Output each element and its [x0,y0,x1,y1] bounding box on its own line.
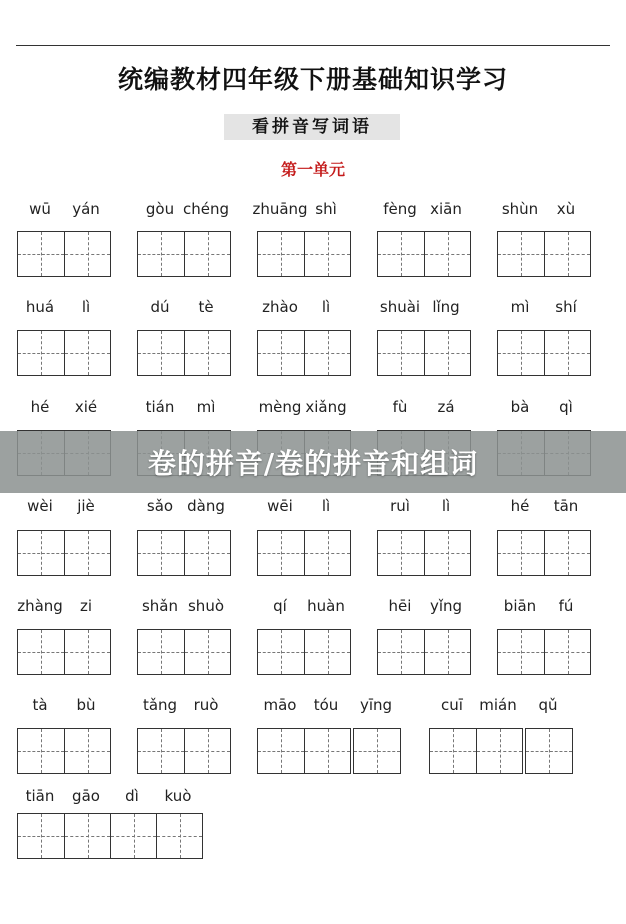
pinyin-syllable: shùn [501,200,539,218]
pinyin-syllable: mì [196,398,216,416]
writing-grid[interactable] [17,530,111,576]
writing-grid[interactable] [377,231,471,277]
writing-cell[interactable] [498,531,544,575]
pinyin-syllable: gòu [145,200,175,218]
pinyin-syllable: shì [315,200,337,218]
writing-cell[interactable] [64,630,110,674]
pinyin-syllable: fù [392,398,408,416]
writing-cell[interactable] [138,331,184,375]
writing-cell[interactable] [354,729,400,773]
pinyin-syllable: zhuāng [252,200,308,218]
pinyin-syllable: wū [29,200,51,218]
writing-cell[interactable] [64,729,110,773]
pinyin-syllable: zhàng [17,597,63,615]
pinyin-syllable: shuò [187,597,225,615]
pinyin-syllable: tóu [313,696,339,714]
writing-grid[interactable] [17,813,203,859]
pinyin-syllable: ruì [390,497,410,515]
pinyin-syllable: xiǎng [305,398,347,416]
writing-cell[interactable] [378,232,424,276]
writing-cell[interactable] [258,531,304,575]
pinyin-syllable: qí [273,597,287,615]
pinyin-syllable: mián [479,696,517,714]
writing-grid[interactable] [497,231,591,277]
pinyin-syllable: yīng [359,696,393,714]
writing-cell[interactable] [304,630,350,674]
pinyin-syllable: chéng [182,200,230,218]
pinyin-syllable: gāo [72,787,100,805]
writing-cell[interactable] [544,630,590,674]
writing-cell[interactable] [156,814,202,858]
writing-cell[interactable] [138,531,184,575]
writing-grid[interactable] [17,330,111,376]
writing-cell[interactable] [378,531,424,575]
writing-grid[interactable] [17,728,111,774]
writing-grid[interactable] [497,629,591,675]
pinyin-syllable: tiān [25,787,55,805]
writing-grid[interactable] [525,728,573,774]
writing-grid[interactable] [137,629,231,675]
pinyin-syllable: mèng [258,398,302,416]
writing-cell[interactable] [258,729,304,773]
writing-cell[interactable] [378,331,424,375]
writing-grid[interactable] [17,231,111,277]
pinyin-syllable: shǎn [141,597,179,615]
writing-cell[interactable] [424,232,470,276]
writing-cell[interactable] [424,630,470,674]
pinyin-syllable: fèng [383,200,417,218]
writing-cell[interactable] [498,232,544,276]
pinyin-syllable: yǐng [429,597,463,615]
unit-heading: 第一单元 [280,160,345,179]
writing-cell[interactable] [258,232,304,276]
writing-cell[interactable] [184,531,230,575]
pinyin-syllable: cuī [441,696,463,714]
writing-cell[interactable] [304,531,350,575]
writing-grid[interactable] [257,231,351,277]
pinyin-syllable: xù [556,200,576,218]
writing-cell[interactable] [258,630,304,674]
pinyin-syllable: shí [555,298,577,316]
pinyin-syllable: lì [441,497,451,515]
writing-cell[interactable] [544,232,590,276]
writing-cell[interactable] [64,232,110,276]
writing-cell[interactable] [498,630,544,674]
pinyin-syllable: kuò [164,787,192,805]
writing-cell[interactable] [64,814,110,858]
writing-grid[interactable] [257,330,351,376]
pinyin-syllable: yán [72,200,100,218]
pinyin-syllable: zi [79,597,93,615]
writing-cell[interactable] [304,729,350,773]
writing-cell[interactable] [544,331,590,375]
writing-cell[interactable] [304,232,350,276]
pinyin-syllable: lì [321,497,331,515]
writing-grid[interactable] [137,728,231,774]
writing-grid[interactable] [429,728,523,774]
pinyin-syllable: bù [76,696,96,714]
overlay-banner [0,431,626,493]
pinyin-syllable: tǎng [142,696,178,714]
pinyin-syllable: māo [263,696,297,714]
writing-cell[interactable] [184,630,230,674]
pinyin-syllable: huá [25,298,55,316]
pinyin-syllable: biān [503,597,537,615]
writing-cell[interactable] [526,729,572,773]
writing-grid[interactable] [353,728,401,774]
writing-grid[interactable] [17,629,111,675]
section-heading: 看拼音写词语 [224,114,400,140]
pinyin-syllable: qì [559,398,573,416]
pinyin-syllable: huàn [307,597,345,615]
writing-cell[interactable] [18,531,64,575]
writing-cell[interactable] [64,331,110,375]
writing-grid[interactable] [137,530,231,576]
pinyin-syllable: hēi [388,597,412,615]
writing-cell[interactable] [498,331,544,375]
writing-cell[interactable] [184,232,230,276]
banner-text: 卷的拼音/卷的拼音和组词 [147,447,479,480]
pinyin-syllable: xié [74,398,98,416]
pinyin-syllable: sǎo [146,497,174,515]
pinyin-syllable: bà [510,398,530,416]
writing-cell[interactable] [18,630,64,674]
writing-cell[interactable] [430,729,476,773]
writing-cell[interactable] [138,729,184,773]
document-title: 统编教材四年级下册基础知识学习 [117,65,508,94]
pinyin-syllable: lì [81,298,91,316]
pinyin-syllable: dì [125,787,139,805]
writing-cell[interactable] [378,630,424,674]
pinyin-syllable: shuài [379,298,421,316]
pinyin-syllable: xiān [430,200,462,218]
pinyin-syllable: wēi [267,497,293,515]
writing-cell[interactable] [476,729,522,773]
pinyin-syllable: jiè [77,497,95,515]
pinyin-syllable: hé [30,398,50,416]
writing-grid[interactable] [137,330,231,376]
writing-cell[interactable] [184,331,230,375]
pinyin-syllable: wèi [27,497,53,515]
writing-grid[interactable] [257,629,351,675]
pinyin-syllable: tà [32,696,48,714]
writing-cell[interactable] [64,531,110,575]
pinyin-syllable: zá [437,398,455,416]
pinyin-syllable: tān [553,497,579,515]
pinyin-syllable: tián [145,398,175,416]
pinyin-syllable: lǐng [432,298,460,316]
top-rule [16,45,610,46]
writing-cell[interactable] [424,531,470,575]
pinyin-syllable: fú [558,597,574,615]
writing-cell[interactable] [304,331,350,375]
writing-cell[interactable] [424,331,470,375]
pinyin-syllable: lì [321,298,331,316]
writing-cell[interactable] [18,814,64,858]
writing-grid[interactable] [137,231,231,277]
writing-grid[interactable] [257,728,351,774]
writing-cell[interactable] [18,232,64,276]
writing-grid[interactable] [377,330,471,376]
writing-grid[interactable] [497,530,591,576]
writing-cell[interactable] [110,814,156,858]
writing-grid[interactable] [377,629,471,675]
pinyin-syllable: tè [198,298,214,316]
writing-grid[interactable] [257,530,351,576]
writing-cell[interactable] [138,232,184,276]
pinyin-syllable: ruò [193,696,219,714]
pinyin-syllable: qǔ [538,696,558,714]
writing-cell[interactable] [258,331,304,375]
pinyin-syllable: dú [150,298,170,316]
writing-cell[interactable] [18,331,64,375]
writing-grid[interactable] [377,530,471,576]
writing-cell[interactable] [544,531,590,575]
writing-cell[interactable] [138,630,184,674]
writing-grid[interactable] [497,330,591,376]
pinyin-syllable: zhào [262,298,298,316]
writing-cell[interactable] [184,729,230,773]
pinyin-syllable: mì [510,298,530,316]
pinyin-syllable: dàng [187,497,225,515]
writing-cell[interactable] [18,729,64,773]
pinyin-syllable: hé [510,497,530,515]
